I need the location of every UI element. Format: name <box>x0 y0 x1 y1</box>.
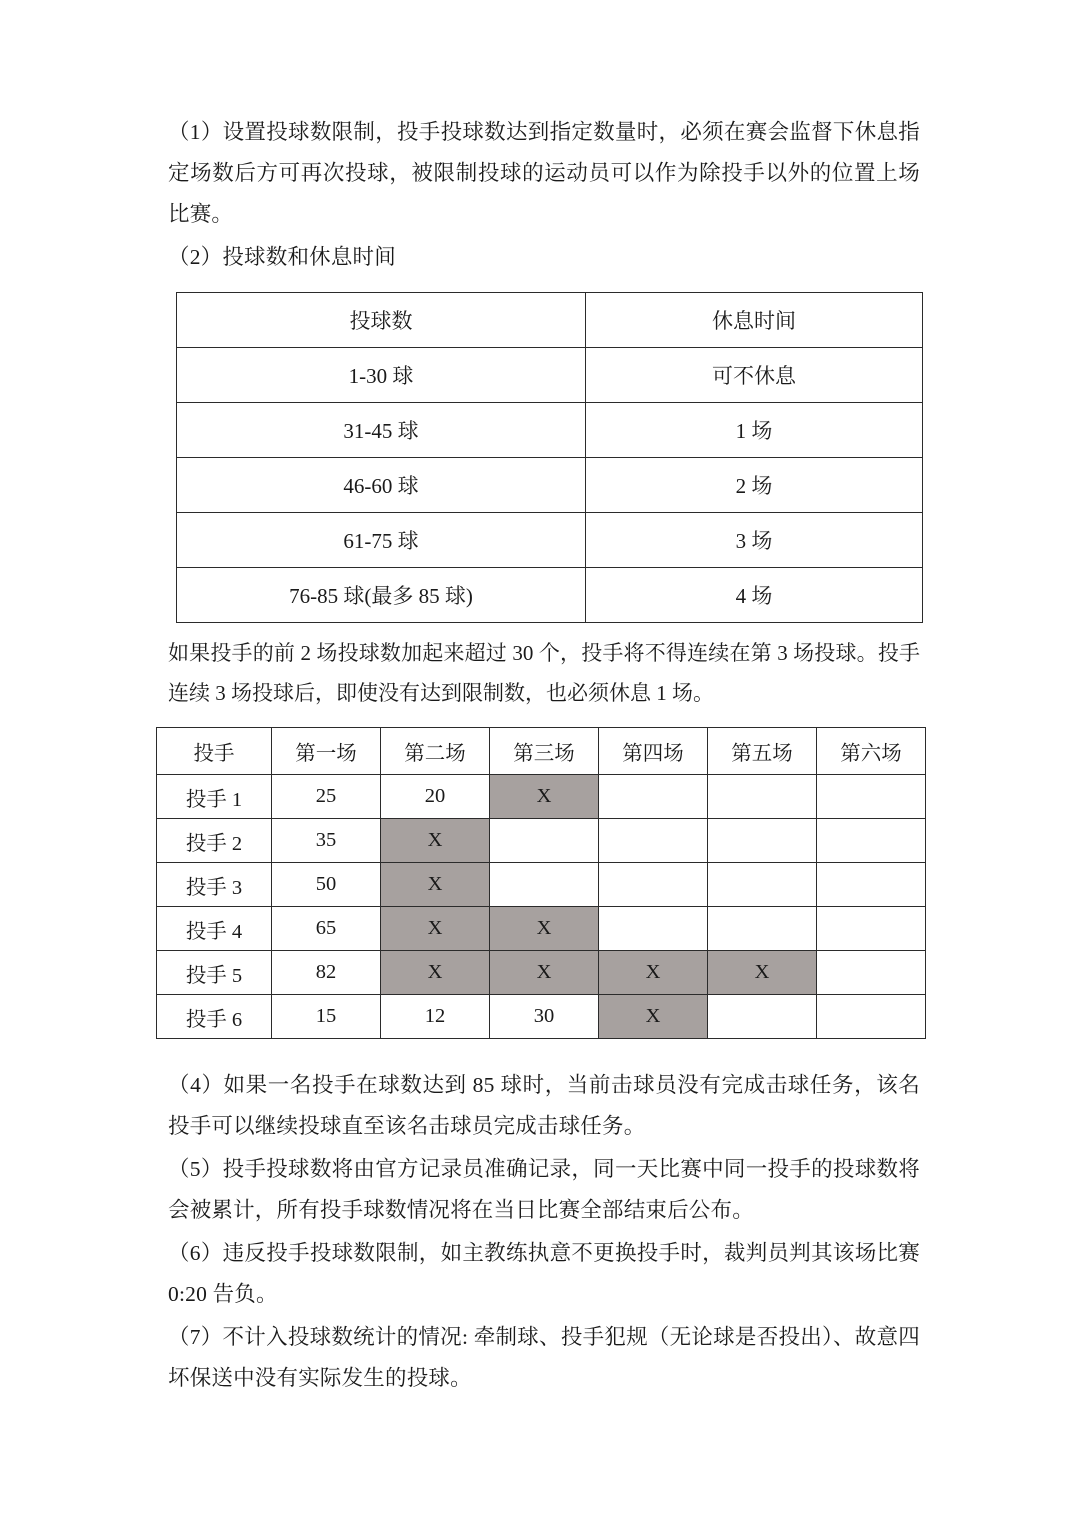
header-pitcher: 投手 <box>157 728 272 775</box>
table-row-header <box>177 293 923 348</box>
cell-game-value: 35 <box>272 819 381 863</box>
cell-game-value: X <box>490 907 599 951</box>
cell-game-value: 20 <box>381 775 490 819</box>
cell-game-value: X <box>381 863 490 907</box>
cell-pitcher-name: 投手 2 <box>157 819 272 863</box>
header-game-6: 第六场 <box>817 728 926 775</box>
cell-game-value <box>708 995 817 1039</box>
cell-rest-time: 1 场 <box>586 403 923 458</box>
cell-pitcher-name: 投手 3 <box>157 863 272 907</box>
cell-game-value <box>708 863 817 907</box>
table-row <box>157 951 926 995</box>
cell-game-value: X <box>381 907 490 951</box>
cell-game-value <box>708 819 817 863</box>
table-row-header <box>157 728 926 775</box>
table-row <box>177 513 923 568</box>
header-game-5: 第五场 <box>708 728 817 775</box>
cell-rest-time: 可不休息 <box>586 348 923 403</box>
cell-game-value <box>708 775 817 819</box>
cell-rest-time: 4 场 <box>586 568 923 623</box>
cell-game-value <box>817 907 926 951</box>
cell-game-value <box>708 907 817 951</box>
table-row <box>177 458 923 513</box>
cell-game-value <box>817 995 926 1039</box>
header-game-3: 第三场 <box>490 728 599 775</box>
paragraph-rule-1: （1）设置投球数限制，投手投球数达到指定数量时，必须在赛会监督下休息指定场数后方可再次投球，被限制投球的运动员可以作为除投手以外的位置上场比赛。 <box>168 120 920 226</box>
table-row <box>177 568 923 623</box>
paragraph-rule-7: （7）不计入投球数统计的情况: 牵制球、投手犯规（无论球是否投出）、故意四坏保送中没有实际发生的投球。 <box>168 1325 920 1390</box>
table-row <box>177 348 923 403</box>
table-rest-time-body <box>177 293 923 623</box>
cell-game-value: 30 <box>490 995 599 1039</box>
cell-game-value: 65 <box>272 907 381 951</box>
cell-game-value: X <box>490 951 599 995</box>
cell-pitcher-name: 投手 5 <box>157 951 272 995</box>
table-pitcher-games <box>156 727 926 1039</box>
cell-game-value <box>599 907 708 951</box>
table-row <box>157 995 926 1039</box>
cell-game-value: 15 <box>272 995 381 1039</box>
paragraph-note: 如果投手的前 2 场投球数加起来超过 30 个，投手将不得连续在第 3 场投球。投手连续 3 场投球后，即使没有达到限制数，也必须休息 1 场。 <box>168 641 920 705</box>
paragraph-rule-4: （4）如果一名投手在球数达到 85 球时，当前击球员没有完成击球任务，该名投手可以继续投球直至该名击球员完成击球任务。 <box>168 1073 920 1138</box>
cell-game-value: 82 <box>272 951 381 995</box>
table-row <box>157 907 926 951</box>
cell-pitch-count: 76-85 球(最多 85 球) <box>177 568 586 623</box>
cell-game-value: X <box>381 819 490 863</box>
cell-game-value: 25 <box>272 775 381 819</box>
cell-game-value <box>817 863 926 907</box>
cell-game-value: 50 <box>272 863 381 907</box>
table-rest-time <box>176 292 923 623</box>
paragraph-group-bottom <box>168 1065 920 1399</box>
header-pitch-count: 投球数 <box>177 293 586 348</box>
cell-game-value <box>817 775 926 819</box>
cell-game-value: X <box>599 951 708 995</box>
table-row <box>157 863 926 907</box>
cell-game-value <box>817 951 926 995</box>
header-rest-time: 休息时间 <box>586 293 923 348</box>
header-game-2: 第二场 <box>381 728 490 775</box>
cell-game-value: X <box>381 951 490 995</box>
table-pitcher-games-body <box>157 728 926 1039</box>
cell-rest-time: 3 场 <box>586 513 923 568</box>
cell-game-value <box>599 863 708 907</box>
cell-game-value: X <box>490 775 599 819</box>
cell-game-value <box>599 775 708 819</box>
table-row <box>177 403 923 458</box>
table-row <box>157 775 926 819</box>
cell-game-value <box>599 819 708 863</box>
cell-pitch-count: 31-45 球 <box>177 403 586 458</box>
cell-game-value <box>490 819 599 863</box>
cell-game-value: X <box>708 951 817 995</box>
header-game-4: 第四场 <box>599 728 708 775</box>
cell-pitch-count: 1-30 球 <box>177 348 586 403</box>
cell-pitcher-name: 投手 1 <box>157 775 272 819</box>
cell-game-value: 12 <box>381 995 490 1039</box>
table-row <box>157 819 926 863</box>
cell-game-value <box>490 863 599 907</box>
cell-pitch-count: 46-60 球 <box>177 458 586 513</box>
paragraph-rule-5: （5）投手投球数将由官方记录员准确记录，同一天比赛中同一投手的投球数将会被累计，所有投手球数情况将在当日比赛全部结束后公布。 <box>168 1157 920 1222</box>
paragraph-rule-2: （2）投球数和休息时间 <box>168 245 396 269</box>
header-game-1: 第一场 <box>272 728 381 775</box>
cell-game-value <box>817 819 926 863</box>
cell-game-value: X <box>599 995 708 1039</box>
cell-rest-time: 2 场 <box>586 458 923 513</box>
cell-pitcher-name: 投手 4 <box>157 907 272 951</box>
cell-pitch-count: 61-75 球 <box>177 513 586 568</box>
cell-pitcher-name: 投手 6 <box>157 995 272 1039</box>
paragraph-rule-6: （6）违反投手投球数限制，如主教练执意不更换投手时，裁判员判其该场比赛0:20 告负。 <box>168 1241 920 1306</box>
